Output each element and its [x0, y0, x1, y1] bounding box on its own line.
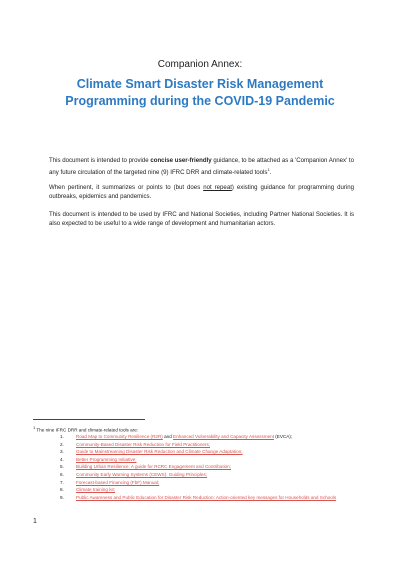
pertinence-underline: not repeat [203, 184, 232, 191]
list-number: 4. [60, 456, 64, 462]
list-item [60, 448, 360, 456]
annex-kicker: Companion Annex: [157, 59, 243, 70]
list-number: 7. [60, 479, 64, 485]
list-item [60, 479, 360, 487]
tool-link[interactable]: Community Early Warning Systems (CEWS): Guiding Principles; [76, 471, 208, 477]
tool-link[interactable]: Community-Based Disaster Risk Reduction for Field Practitioners; [76, 441, 211, 447]
list-number: 9. [60, 494, 64, 500]
tool-link[interactable]: Better Programming Initiative; [76, 456, 137, 462]
pertinence-text-a: When pertinent, it summarizes or points to (but does [49, 184, 204, 191]
page-number: 1 [33, 518, 37, 525]
footnote-ref[interactable]: 1 [267, 167, 270, 172]
footnote-marker: 1 [33, 425, 36, 430]
intro-text-c: guidance, to be attached as a 'Companion Annex' to any future circulation of the targeted nine (9) IFRC DRR and climate-related tools [49, 157, 354, 177]
list-item [60, 441, 360, 449]
list-number: 2. [60, 441, 64, 447]
list-item [60, 463, 360, 471]
tool-link[interactable]: Forecast-based Financing (FbF) Manual; [76, 479, 160, 485]
tool-link[interactable]: Climate training kit; [76, 487, 116, 493]
tool-link[interactable]: Guide to Mainstreaming Disaster Risk Reduction and Climate Change Adaptation; [76, 449, 243, 455]
list-number: 1. [60, 434, 64, 439]
intro-emphasis: concise user-friendly [150, 157, 212, 164]
tools-list [60, 433, 360, 501]
pertinence-paragraph [49, 183, 354, 201]
tool-link[interactable]: Public Awareness and Public Education for Disaster Risk Reduction: Action-oriented key messages for Households and Schools [76, 494, 337, 500]
tool-link[interactable]: Building Urban Resilience: A guide for RCRC Engagement and Contribution; [76, 464, 232, 470]
footnote-intro [33, 425, 138, 433]
list-item [60, 471, 360, 479]
list-number: 6. [60, 471, 64, 477]
document-title [40, 76, 360, 110]
list-number: 3. [60, 449, 64, 455]
audience-paragraph: This document is intended to be used by IFRC and National Societies, including Partner National Societies. It is also expected to be useful to a wide range of development and humanitarian actors. [49, 211, 354, 227]
list-number: 8. [60, 487, 64, 493]
list-item [60, 486, 360, 494]
list-item [60, 494, 360, 502]
intro-text-a: This document is intended to provide [49, 157, 151, 164]
intro-text-d: . [269, 169, 272, 177]
list-text: and [162, 434, 174, 439]
list-item [60, 456, 360, 464]
intro-paragraph [49, 156, 354, 177]
list-number: 5. [60, 464, 64, 470]
footnote-divider [33, 419, 145, 420]
tool-link[interactable]: Road Map to Community Resilience (R2R) [76, 434, 163, 439]
title-line-1: Climate Smart Disaster Risk Management [76, 77, 324, 91]
list-text: (EVCA); [273, 434, 293, 439]
list-item [60, 433, 360, 441]
title-line-2: Programming during the COVID-19 Pandemic [65, 94, 335, 108]
pertinence-text-b: ) existing guidance for programming during outbreaks, epidemics and pandemics. [49, 184, 355, 200]
footnote-intro-text: The nine IFRC DRR and climate-related tools are: [35, 427, 139, 433]
tool-link[interactable]: Enhanced Vulnerability and Capacity Assessment [173, 434, 274, 439]
